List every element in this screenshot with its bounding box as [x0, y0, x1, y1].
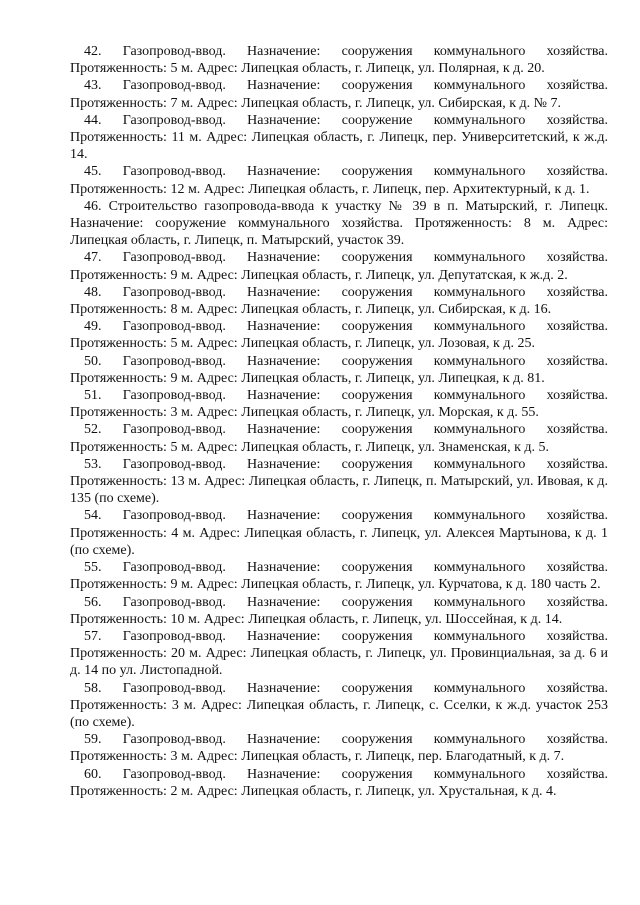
list-item: [70, 594, 608, 628]
item-text: Газопровод-ввод. Назначение: сооружение коммунального хозяйства. Протяженность: 11 м. Адрес: Липецкая область, г. Липецк, пер. Университетский, к ж.д. 14.: [70, 112, 608, 163]
list-item: [70, 77, 608, 111]
item-text: Газопровод-ввод. Назначение: сооружения коммунального хозяйства. Протяженность: 2 м. Адрес: Липецкая область, г. Липецк, ул. Хрустальная, к д. 4.: [70, 766, 608, 799]
item-text: Газопровод-ввод. Назначение: сооружения коммунального хозяйства. Протяженность: 3 м. Адрес: Липецкая область, г. Липецк, пер. Благодатный, к д. 7.: [70, 732, 608, 765]
list-item: [70, 507, 608, 559]
list-item: [70, 318, 608, 352]
list-item: [70, 456, 608, 508]
item-number: 43.: [84, 78, 102, 94]
item-text: Газопровод-ввод. Назначение: сооружения коммунального хозяйства. Протяженность: 9 м. Адрес: Липецкая область, г. Липецк, ул. Курчатова, к д. 180 часть 2.: [70, 560, 608, 593]
item-text: Строительство газопровода-ввода к участку № 39 в п. Матырский, г. Липецк. Назначение: сооружение коммунального хозяйства. Протяженность: 8 м. Адрес: Липецкая область, г. Липецк, п. Матырский, участок 39.: [70, 198, 609, 249]
item-text: Газопровод-ввод. Назначение: сооружения коммунального хозяйства. Протяженность: 7 м. Адрес: Липецкая область, г. Липецк, ул. Сибирская, к д. № 7.: [70, 78, 608, 111]
item-number: 45.: [84, 164, 102, 180]
list-item: [70, 198, 608, 250]
item-text: Газопровод-ввод. Назначение: сооружения коммунального хозяйства. Протяженность: 5 м. Адрес: Липецкая область, г. Липецк, ул. Полярная, к д. 20.: [70, 44, 608, 77]
item-number: 59.: [84, 732, 102, 748]
document-page: [70, 43, 608, 800]
item-number: 44.: [84, 112, 102, 128]
item-number: 50.: [84, 353, 102, 369]
list-item: [70, 112, 608, 164]
list-item: [70, 559, 608, 593]
list-item: [70, 43, 608, 77]
list-item: [70, 680, 608, 732]
item-number: 52.: [84, 422, 102, 438]
item-text: Газопровод-ввод. Назначение: сооружения коммунального хозяйства. Протяженность: 8 м. Адрес: Липецкая область, г. Липецк, ул. Сибирская, к д. 16.: [70, 284, 608, 318]
item-text: Газопровод-ввод. Назначение: сооружения коммунального хозяйства. Протяженность: 10 м. Адрес: Липецкая область, г. Липецк, ул. Шоссейная, к д. 14.: [70, 594, 608, 627]
item-number: 56.: [84, 594, 102, 610]
item-text: Газопровод-ввод. Назначение: сооружения коммунального хозяйства. Протяженность: 9 м. Адрес: Липецкая область, г. Липецк, ул. Депутатская, к ж.д. 2.: [70, 250, 608, 283]
item-number: 60.: [84, 766, 102, 782]
item-text: Газопровод-ввод. Назначение: сооружения коммунального хозяйства. Протяженность: 12 м. Адрес: Липецкая область, г. Липецк, пер. Архитектурный, к д. 1.: [70, 164, 608, 197]
list-item: [70, 766, 608, 800]
item-text: Газопровод-ввод. Назначение: сооружения коммунального хозяйства. Протяженность: 5 м. Адрес: Липецкая область, г. Липецк, ул. Лозовая, к д. 25.: [70, 319, 608, 352]
item-number: 57.: [84, 628, 102, 644]
item-number: 58.: [84, 680, 102, 696]
list-item: [70, 284, 608, 318]
list-item: [70, 731, 608, 765]
item-number: 47.: [84, 250, 102, 266]
item-text: Газопровод-ввод. Назначение: сооружения коммунального хозяйства. Протяженность: 9 м. Адрес: Липецкая область, г. Липецк, ул. Липецкая, к д. 81.: [70, 353, 608, 386]
list-item: [70, 387, 608, 421]
item-number: 49.: [84, 319, 102, 335]
item-text: Газопровод-ввод. Назначение: сооружения коммунального хозяйства. Протяженность: 3 м. Адрес: Липецкая область, г. Липецк, с. Сселки, к ж.д. участок 253 (по схеме).: [70, 680, 608, 730]
item-number: 53.: [84, 456, 102, 472]
list-item: [70, 628, 608, 680]
item-number: 55.: [84, 560, 102, 576]
item-text: Газопровод-ввод. Назначение: сооружения коммунального хозяйства. Протяженность: 4 м. Адрес: Липецкая область, г. Липецк, ул. Алексея Мартынова, к д. 1 (по схеме).: [70, 508, 608, 558]
item-text: Газопровод-ввод. Назначение: сооружения коммунального хозяйства. Протяженность: 20 м. Адрес: Липецкая область, г. Липецк, ул. Провинциальная, за д. 6 и д. 14 по ул. Листопадной.: [70, 628, 608, 679]
list-item: [70, 163, 608, 197]
item-number: 42.: [84, 44, 102, 59]
list-item: [70, 421, 608, 455]
item-number: 51.: [84, 388, 102, 404]
list-item: [70, 249, 608, 283]
item-number: 46.: [84, 198, 102, 214]
item-text: Газопровод-ввод. Назначение: сооружения коммунального хозяйства. Протяженность: 3 м. Адрес: Липецкая область, г. Липецк, ул. Морская, к д. 55.: [70, 388, 608, 421]
item-number: 54.: [84, 508, 102, 524]
item-text: Газопровод-ввод. Назначение: сооружения коммунального хозяйства. Протяженность: 5 м. Адрес: Липецкая область, г. Липецк, ул. Знаменская, к д. 5.: [70, 422, 608, 455]
list-item: [70, 353, 608, 387]
item-text: Газопровод-ввод. Назначение: сооружения коммунального хозяйства. Протяженность: 13 м. Адрес: Липецкая область, г. Липецк, п. Матырский, ул. Ивовая, к д. 135 (по схеме).: [70, 456, 608, 507]
item-number: 48.: [84, 284, 102, 300]
